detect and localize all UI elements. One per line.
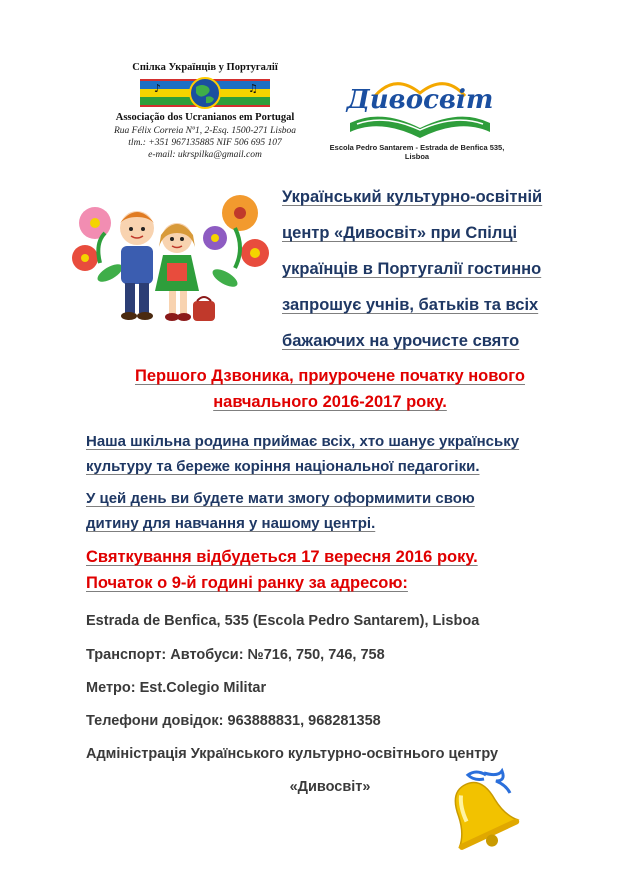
metro-info: Метро: Est.Colegio Militar — [86, 680, 267, 696]
registration-line: дитину для навчання у нашому центрі. — [86, 515, 376, 532]
svg-text:♪: ♪ — [154, 82, 162, 95]
intro-line: бажаючих на урочисте свято — [282, 332, 520, 350]
org-phone-nif: tlm.: +351 967135885 NIF 506 695 107 — [128, 138, 282, 148]
org-email: e-mail: ukrspilka@gmail.com — [148, 150, 262, 160]
school-address: Escola Pedro Santarem - Estrada de Benfica 535, Lisboa — [329, 143, 505, 161]
bell-icon — [436, 767, 531, 857]
org-name-ua: Спілка Українців у Португалії — [132, 62, 278, 73]
children-flowers-illustration — [65, 183, 270, 338]
org-address: Rua Félix Correia Nº1, 2-Esq. 1500-271 Lisboa — [113, 126, 297, 136]
org-name-pt: Associação dos Ucranianos em Portugal — [115, 112, 295, 123]
intro-line: Український культурно-освітній — [282, 188, 543, 206]
welcome-line: Наша шкільна родина приймає всіх, хто шанує українську — [86, 433, 520, 450]
transport-info: Транспорт: Автобуси: №716, 750, 746, 758 — [86, 647, 385, 663]
start-time-line: Початок о 9-й годині ранку за адресою: — [86, 574, 408, 592]
welcome-line: культуру та береже коріння національної педагогіки. — [86, 458, 480, 475]
date-line: Святкування відбудеться 17 вересня 2016 року. — [86, 548, 478, 566]
divosvit-logo — [335, 68, 505, 143]
event-line: навчального 2016-2017 року. — [213, 393, 447, 411]
phone-info: Телефони довідок: 963888831, 968281358 — [86, 713, 381, 729]
intro-line: українців в Португалії гостинно — [282, 260, 542, 278]
event-line: Першого Дзвоника, приурочене початку нового — [135, 367, 525, 385]
signature-line: Адміністрація Українського культурно-освітнього центру — [86, 746, 499, 762]
divosvit-logo-text: Дивосвіт — [346, 85, 494, 115]
event-address: Estrada de Benfica, 535 (Escola Pedro Santarem), Lisboa — [86, 613, 480, 629]
signature-name: «Дивосвіт» — [289, 779, 371, 795]
union-emblem-icon — [140, 75, 270, 111]
intro-paragraph — [282, 184, 582, 364]
svg-text:♫: ♫ — [248, 82, 258, 95]
registration-line: У цей день ви будете мати змогу оформимити свою — [86, 490, 475, 507]
intro-line: запрошує учнів, батьків та всіх — [282, 296, 539, 314]
intro-line: центр «Дивосвіт» при Спілці — [282, 224, 518, 242]
